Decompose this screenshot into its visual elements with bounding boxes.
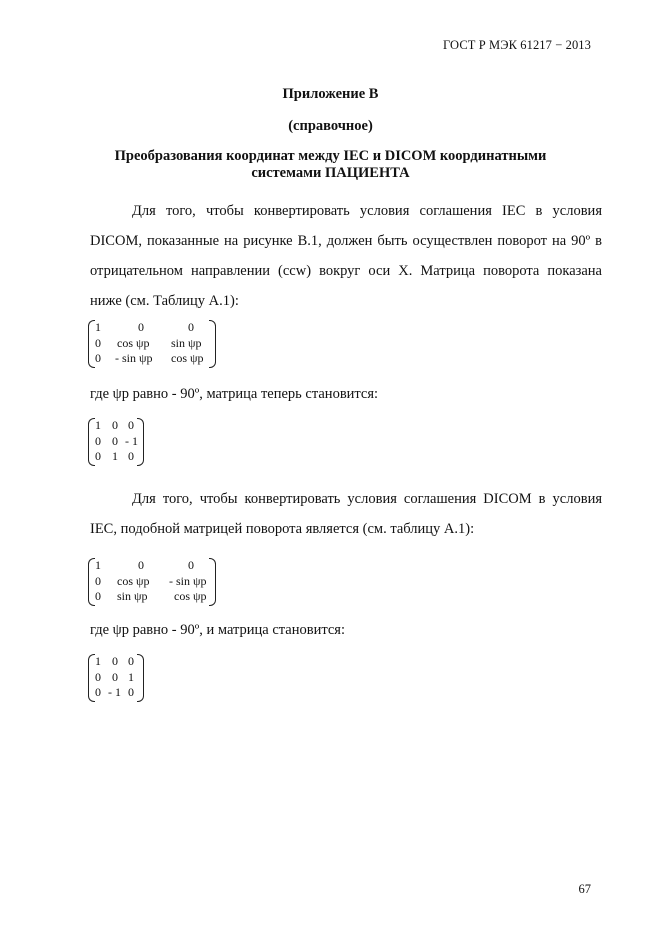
matrix-row bbox=[88, 558, 216, 574]
matrix-row bbox=[88, 434, 144, 450]
matrix-cell: 0 bbox=[95, 335, 101, 350]
matrix-cell: - 1 bbox=[108, 685, 121, 699]
matrix-cell: 0 bbox=[138, 558, 144, 572]
matrix-row bbox=[88, 351, 216, 367]
rotation-matrix-general-1 bbox=[88, 320, 216, 368]
paragraph-iec-to-dicom bbox=[90, 196, 602, 316]
matrix-cell: 0 bbox=[112, 654, 118, 668]
matrix-cell: 0 bbox=[95, 589, 101, 603]
matrix-cell: 0 bbox=[95, 685, 101, 699]
matrix-cell: cos ψp bbox=[174, 589, 207, 603]
matrix-cell: - sin ψp bbox=[169, 573, 207, 588]
rotation-matrix-result-1 bbox=[88, 418, 144, 466]
matrix-cell: 0 bbox=[112, 418, 118, 432]
paragraph-iec-to-dicom-text: Для того, чтобы конвертировать условия соглашения IEC в условия DICOM, показанные на рисунке В.1, должен быть осуществлен поворот на 90º в отрицательном направлении (ccw) вокруг оси X. Матрица поворота показана ниже (см. Таблицу А.1): bbox=[90, 203, 602, 309]
matrix-row bbox=[88, 418, 144, 434]
matrix-cell: 0 bbox=[128, 449, 134, 463]
document-header: ГОСТ Р МЭК 61217 − 2013 bbox=[443, 38, 591, 52]
matrix-cell: 0 bbox=[188, 558, 194, 572]
paragraph-dicom-to-iec-text: Для того, чтобы конвертировать условия соглашения DICOM в условия IEC, подобной матрицей поворота является (см. таблицу А.1): bbox=[90, 491, 602, 537]
caption-matrix-result-1: где ψp равно - 90º, матрица теперь становится: bbox=[90, 386, 379, 402]
matrix-row bbox=[88, 574, 216, 590]
matrix-cell: sin ψp bbox=[171, 335, 202, 350]
caption-matrix-result-2: где ψp равно - 90º, и матрица становится: bbox=[90, 622, 345, 638]
matrix-row bbox=[88, 449, 144, 465]
matrix-cell: 0 bbox=[95, 433, 101, 448]
matrix-cell: 0 bbox=[95, 669, 101, 684]
matrix-cell: sin ψp bbox=[117, 589, 148, 603]
matrix-cell: 0 bbox=[95, 573, 101, 588]
rotation-matrix-result-2 bbox=[88, 654, 144, 702]
matrix-row bbox=[88, 320, 216, 336]
appendix-heading-line2: системами ПАЦИЕНТА bbox=[251, 165, 410, 181]
matrix-row bbox=[88, 589, 216, 605]
matrix-row bbox=[88, 685, 144, 701]
matrix-cell: 0 bbox=[95, 449, 101, 463]
appendix-subtitle: (справочное) bbox=[288, 118, 373, 134]
matrix-row bbox=[88, 336, 216, 352]
matrix-cell: 1 bbox=[95, 558, 101, 572]
matrix-cell: 1 bbox=[128, 669, 134, 684]
paragraph-dicom-to-iec bbox=[90, 484, 602, 544]
matrix-cell: 0 bbox=[95, 351, 101, 365]
matrix-cell: 0 bbox=[128, 418, 134, 432]
matrix-row bbox=[88, 654, 144, 670]
matrix-cell: cos ψp bbox=[117, 573, 150, 588]
matrix-cell: 1 bbox=[112, 449, 118, 463]
matrix-cell: cos ψp bbox=[171, 351, 204, 365]
matrix-cell: 0 bbox=[112, 433, 118, 448]
matrix-cell: 1 bbox=[95, 320, 101, 334]
matrix-cell: 0 bbox=[128, 654, 134, 668]
matrix-cell: 0 bbox=[128, 685, 134, 699]
matrix-row bbox=[88, 670, 144, 686]
appendix-title: Приложение В bbox=[282, 86, 379, 102]
matrix-cell: 1 bbox=[95, 654, 101, 668]
matrix-cell: - sin ψp bbox=[115, 351, 153, 365]
rotation-matrix-general-2 bbox=[88, 558, 216, 606]
matrix-cell: 0 bbox=[188, 320, 194, 334]
appendix-heading-line1: Преобразования координат между IEC и DICOM координатными bbox=[114, 148, 547, 164]
matrix-cell: 1 bbox=[95, 418, 101, 432]
matrix-cell: 0 bbox=[138, 320, 144, 334]
page-number: 67 bbox=[578, 882, 591, 896]
matrix-cell: 0 bbox=[112, 669, 118, 684]
matrix-cell: - 1 bbox=[125, 433, 138, 448]
matrix-cell: cos ψp bbox=[117, 335, 150, 350]
